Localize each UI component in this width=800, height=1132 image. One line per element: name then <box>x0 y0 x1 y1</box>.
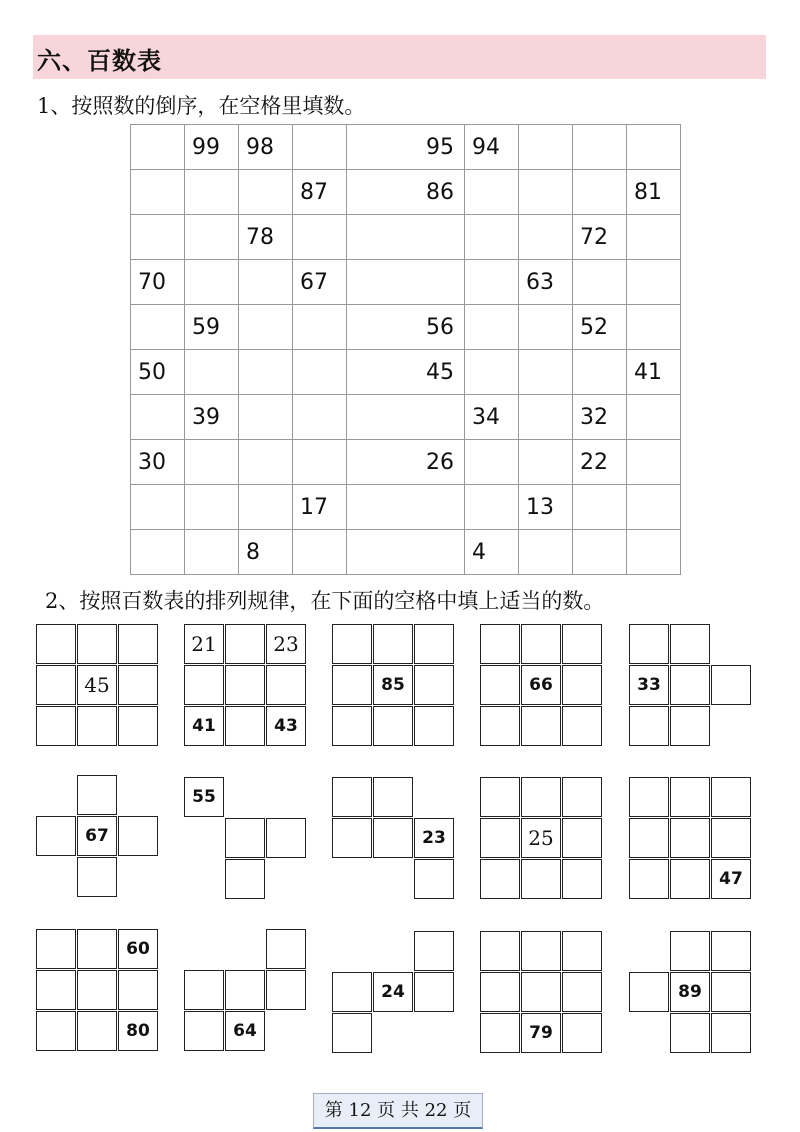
given-number-cell: 64 <box>225 1011 265 1051</box>
hundred-table-cell[interactable] <box>293 395 347 440</box>
hundred-table-cell[interactable] <box>185 260 239 305</box>
blank-cell[interactable] <box>36 665 76 705</box>
blank-cell[interactable] <box>118 816 158 856</box>
hundred-table-cell[interactable] <box>185 530 239 575</box>
hundred-table-cell: 98 <box>239 125 293 170</box>
blank-cell[interactable] <box>629 777 669 817</box>
blank-cell[interactable] <box>562 706 602 746</box>
given-number-cell: 23 <box>414 818 454 858</box>
hundred-table-cell: 22 <box>573 440 627 485</box>
hundred-table-cell[interactable] <box>627 440 681 485</box>
hundred-table-cell[interactable] <box>347 395 465 440</box>
blank-cell[interactable] <box>521 931 561 971</box>
blank-cell[interactable] <box>332 777 372 817</box>
hundred-table-cell[interactable] <box>627 395 681 440</box>
hundred-table-cell: 13 <box>519 485 573 530</box>
hundred-table-cell[interactable] <box>519 215 573 260</box>
hundred-table-cell[interactable] <box>239 350 293 395</box>
hundred-table-cell[interactable] <box>627 260 681 305</box>
hundred-table-cell[interactable] <box>131 530 185 575</box>
hundred-table-cell: 4 <box>465 530 519 575</box>
hundred-table-cell: 72 <box>573 215 627 260</box>
section-title: 六、百数表 <box>37 47 162 75</box>
blank-cell[interactable] <box>77 775 117 815</box>
hundred-table-cell[interactable] <box>519 350 573 395</box>
blank-cell[interactable] <box>373 624 413 664</box>
hundred-table-cell[interactable] <box>627 125 681 170</box>
hundred-table-cell: 39 <box>185 395 239 440</box>
blank-cell[interactable] <box>670 777 710 817</box>
hundred-table-cell[interactable] <box>239 485 293 530</box>
hundred-table-cell: 34 <box>465 395 519 440</box>
given-number-cell: 89 <box>670 972 710 1012</box>
page-footer: 第 12 页 共 22 页 <box>313 1093 483 1129</box>
hundred-table-cell: 87 <box>293 170 347 215</box>
given-number-cell: 23 <box>266 624 306 664</box>
blank-cell[interactable] <box>118 970 158 1010</box>
blank-cell[interactable] <box>36 1011 76 1051</box>
blank-cell[interactable] <box>562 777 602 817</box>
blank-cell[interactable] <box>225 859 265 899</box>
blank-cell[interactable] <box>480 859 520 899</box>
blank-cell[interactable] <box>629 859 669 899</box>
blank-cell[interactable] <box>711 1013 751 1053</box>
hundred-table-cell[interactable] <box>519 170 573 215</box>
blank-cell[interactable] <box>414 859 454 899</box>
blank-cell[interactable] <box>77 624 117 664</box>
hundred-table-cell: 52 <box>573 305 627 350</box>
hundred-table-cell[interactable] <box>293 305 347 350</box>
blank-cell[interactable] <box>629 818 669 858</box>
blank-cell[interactable] <box>266 929 306 969</box>
blank-cell[interactable] <box>184 1011 224 1051</box>
hundred-table-cell: 70 <box>131 260 185 305</box>
blank-cell[interactable] <box>670 859 710 899</box>
hundred-table-cell[interactable] <box>293 350 347 395</box>
hundred-table-cell: 32 <box>573 395 627 440</box>
given-number-cell: 24 <box>373 972 413 1012</box>
blank-cell[interactable] <box>36 624 76 664</box>
blank-cell[interactable] <box>480 972 520 1012</box>
blank-cell[interactable] <box>373 818 413 858</box>
hundred-table-cell[interactable] <box>519 530 573 575</box>
blank-cell[interactable] <box>118 706 158 746</box>
hundred-table-cell[interactable] <box>239 170 293 215</box>
hundred-table-row <box>131 395 681 440</box>
given-number-cell: 47 <box>711 859 751 899</box>
blank-cell[interactable] <box>225 624 265 664</box>
blank-cell[interactable] <box>521 706 561 746</box>
hundred-table-cell[interactable] <box>465 440 519 485</box>
hundred-table-cell[interactable] <box>293 215 347 260</box>
hundred-table-cell[interactable] <box>519 440 573 485</box>
hundred-table-cell[interactable] <box>519 305 573 350</box>
given-number-cell: 33 <box>629 665 669 705</box>
hundred-table-cell[interactable] <box>465 350 519 395</box>
blank-cell[interactable] <box>562 859 602 899</box>
blank-cell[interactable] <box>77 929 117 969</box>
blank-cell[interactable] <box>480 665 520 705</box>
blank-cell[interactable] <box>670 818 710 858</box>
blank-cell[interactable] <box>414 624 454 664</box>
blank-cell[interactable] <box>629 706 669 746</box>
blank-cell[interactable] <box>332 624 372 664</box>
given-number-cell: 43 <box>266 706 306 746</box>
hundred-table-cell: 17 <box>293 485 347 530</box>
blank-cell[interactable] <box>629 972 669 1012</box>
hundred-table-cell: 99 <box>185 125 239 170</box>
hundred-table-cell[interactable] <box>347 530 465 575</box>
hundred-table-cell[interactable] <box>573 125 627 170</box>
blank-cell[interactable] <box>118 665 158 705</box>
hundred-table-cell[interactable] <box>185 215 239 260</box>
hundred-table-cell: 45 <box>347 350 465 395</box>
blank-cell[interactable] <box>225 665 265 705</box>
blank-cell[interactable] <box>266 665 306 705</box>
hundred-table-cell: 8 <box>239 530 293 575</box>
hundred-table-cell[interactable] <box>465 305 519 350</box>
hundred-table <box>130 124 681 575</box>
blank-cell[interactable] <box>562 818 602 858</box>
blank-cell[interactable] <box>373 706 413 746</box>
blank-cell[interactable] <box>225 970 265 1010</box>
hundred-table-cell[interactable] <box>185 350 239 395</box>
blank-cell[interactable] <box>332 665 372 705</box>
hundred-table-cell[interactable] <box>347 260 465 305</box>
hundred-table-cell[interactable] <box>627 530 681 575</box>
hundred-table-cell[interactable] <box>293 125 347 170</box>
blank-cell[interactable] <box>562 1013 602 1053</box>
blank-cell[interactable] <box>225 818 265 858</box>
blank-cell[interactable] <box>77 970 117 1010</box>
blank-cell[interactable] <box>480 931 520 971</box>
hundred-table-row <box>131 215 681 260</box>
blank-cell[interactable] <box>225 706 265 746</box>
hundred-table-cell[interactable] <box>573 170 627 215</box>
blank-cell[interactable] <box>266 818 306 858</box>
blank-cell[interactable] <box>711 972 751 1012</box>
hundred-table-cell[interactable] <box>185 440 239 485</box>
hundred-table-cell: 94 <box>465 125 519 170</box>
hundred-table-row <box>131 350 681 395</box>
hundred-table-cell[interactable] <box>465 170 519 215</box>
section-header <box>33 35 766 79</box>
blank-cell[interactable] <box>414 665 454 705</box>
question-1-instruction: 1、按照数的倒序，在空格里填数。 <box>37 94 366 118</box>
blank-cell[interactable] <box>562 931 602 971</box>
hundred-table-cell[interactable] <box>347 215 465 260</box>
blank-cell[interactable] <box>332 818 372 858</box>
hundred-table-cell[interactable] <box>627 215 681 260</box>
hundred-table-row <box>131 170 681 215</box>
hundred-table-cell[interactable] <box>627 305 681 350</box>
hundred-table-cell[interactable] <box>131 395 185 440</box>
hundred-table-cell[interactable] <box>131 215 185 260</box>
hundred-table-cell: 41 <box>627 350 681 395</box>
hundred-table-cell: 95 <box>347 125 465 170</box>
blank-cell[interactable] <box>36 816 76 856</box>
hundred-table-cell[interactable] <box>239 440 293 485</box>
hundred-table-cell[interactable] <box>465 215 519 260</box>
blank-cell[interactable] <box>36 970 76 1010</box>
given-number-cell: 25 <box>521 818 561 858</box>
hundred-table-cell[interactable] <box>465 485 519 530</box>
question-2-instruction: 2、按照百数表的排列规律，在下面的空格中填上适当的数。 <box>45 589 605 613</box>
hundred-table-cell: 81 <box>627 170 681 215</box>
blank-cell[interactable] <box>670 665 710 705</box>
blank-cell[interactable] <box>118 624 158 664</box>
blank-cell[interactable] <box>711 777 751 817</box>
hundred-table-cell[interactable] <box>573 260 627 305</box>
hundred-table-cell[interactable] <box>131 125 185 170</box>
blank-cell[interactable] <box>77 1011 117 1051</box>
blank-cell[interactable] <box>711 931 751 971</box>
blank-cell[interactable] <box>670 1013 710 1053</box>
blank-cell[interactable] <box>670 706 710 746</box>
blank-cell[interactable] <box>711 665 751 705</box>
blank-cell[interactable] <box>36 929 76 969</box>
blank-cell[interactable] <box>521 972 561 1012</box>
blank-cell[interactable] <box>521 859 561 899</box>
hundred-table-cell[interactable] <box>131 305 185 350</box>
hundred-table-cell[interactable] <box>573 530 627 575</box>
hundred-table-cell: 63 <box>519 260 573 305</box>
hundred-table-cell[interactable] <box>519 395 573 440</box>
hundred-table-cell: 26 <box>347 440 465 485</box>
hundred-table-cell: 78 <box>239 215 293 260</box>
blank-cell[interactable] <box>480 706 520 746</box>
given-number-cell: 85 <box>373 665 413 705</box>
blank-cell[interactable] <box>266 970 306 1010</box>
hundred-table-row <box>131 305 681 350</box>
blank-cell[interactable] <box>77 706 117 746</box>
blank-cell[interactable] <box>629 624 669 664</box>
blank-cell[interactable] <box>480 1013 520 1053</box>
blank-cell[interactable] <box>184 970 224 1010</box>
blank-cell[interactable] <box>77 857 117 897</box>
blank-cell[interactable] <box>332 706 372 746</box>
given-number-cell: 67 <box>77 816 117 856</box>
blank-cell[interactable] <box>670 931 710 971</box>
hundred-table-cell: 59 <box>185 305 239 350</box>
hundred-table-row <box>131 440 681 485</box>
hundred-table-cell[interactable] <box>573 350 627 395</box>
hundred-table-cell[interactable] <box>239 305 293 350</box>
hundred-table-cell: 56 <box>347 305 465 350</box>
blank-cell[interactable] <box>562 624 602 664</box>
blank-cell[interactable] <box>480 624 520 664</box>
hundred-table-cell: 30 <box>131 440 185 485</box>
hundred-table-cell[interactable] <box>347 485 465 530</box>
blank-cell[interactable] <box>184 665 224 705</box>
blank-cell[interactable] <box>414 931 454 971</box>
hundred-table-row <box>131 125 681 170</box>
hundred-table-cell[interactable] <box>131 485 185 530</box>
hundred-table-cell[interactable] <box>293 530 347 575</box>
hundred-table-cell: 86 <box>347 170 465 215</box>
blank-cell[interactable] <box>480 777 520 817</box>
given-number-cell: 60 <box>118 929 158 969</box>
blank-cell[interactable] <box>36 706 76 746</box>
hundred-table-cell[interactable] <box>185 485 239 530</box>
blank-cell[interactable] <box>332 1013 372 1053</box>
hundred-table-cell: 50 <box>131 350 185 395</box>
blank-cell[interactable] <box>414 706 454 746</box>
hundred-table-cell[interactable] <box>519 125 573 170</box>
given-number-cell: 79 <box>521 1013 561 1053</box>
hundred-table-cell[interactable] <box>185 170 239 215</box>
blank-cell[interactable] <box>480 818 520 858</box>
hundred-table-cell[interactable] <box>465 260 519 305</box>
blank-cell[interactable] <box>562 665 602 705</box>
given-number-cell: 41 <box>184 706 224 746</box>
blank-cell[interactable] <box>521 777 561 817</box>
given-number-cell: 45 <box>77 665 117 705</box>
hundred-table-cell[interactable] <box>573 485 627 530</box>
blank-cell[interactable] <box>332 972 372 1012</box>
hundred-table-cell[interactable] <box>131 170 185 215</box>
hundred-table-cell: 67 <box>293 260 347 305</box>
hundred-table-row <box>131 485 681 530</box>
blank-cell[interactable] <box>562 972 602 1012</box>
hundred-table-cell[interactable] <box>239 395 293 440</box>
blank-cell[interactable] <box>521 624 561 664</box>
hundred-table-row <box>131 530 681 575</box>
blank-cell[interactable] <box>373 777 413 817</box>
given-number-cell: 66 <box>521 665 561 705</box>
blank-cell[interactable] <box>711 818 751 858</box>
hundred-table-cell[interactable] <box>293 440 347 485</box>
hundred-table-cell[interactable] <box>239 260 293 305</box>
blank-cell[interactable] <box>414 972 454 1012</box>
given-number-cell: 55 <box>184 777 224 817</box>
hundred-table-row <box>131 260 681 305</box>
given-number-cell: 21 <box>184 624 224 664</box>
given-number-cell: 80 <box>118 1011 158 1051</box>
hundred-table-cell[interactable] <box>627 485 681 530</box>
blank-cell[interactable] <box>670 624 710 664</box>
